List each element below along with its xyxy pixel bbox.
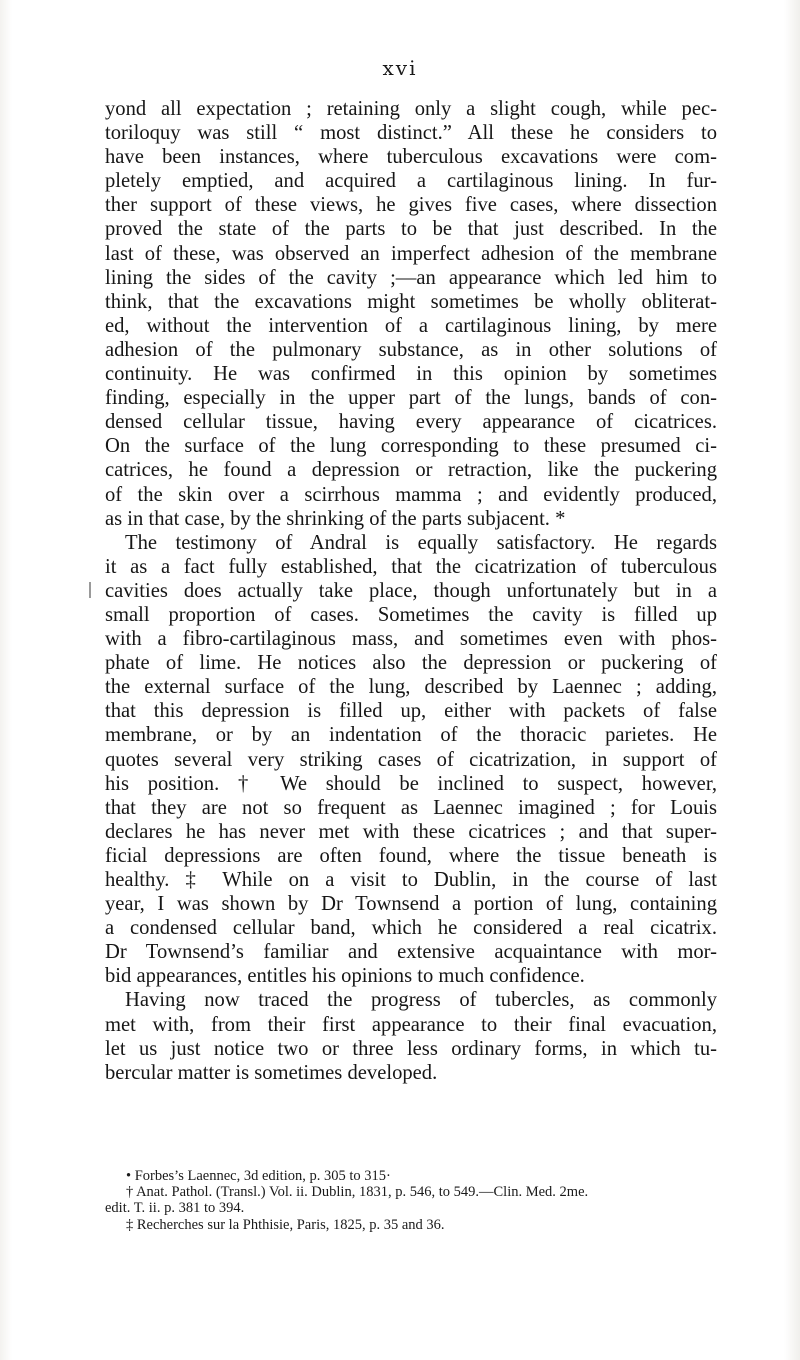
text-line: year, I was shown by Dr Townsend a portion of lung, containing	[105, 893, 717, 916]
footnote-continuation: edit. T. ii. p. 381 to 394.	[105, 1200, 245, 1217]
text-line: toriloquy was still “ most distinct.” All these he considers to	[105, 122, 717, 145]
text-line: lining the sides of the cavity ;—an appearance which led him to	[105, 266, 717, 289]
text-line: bercular matter is sometimes developed.	[105, 1061, 438, 1084]
text-line: declares he has never met with these cicatrices ; and that super-	[105, 820, 717, 843]
footnotes	[105, 1168, 717, 1233]
footnote: ‡ Recherches sur la Phthisie, Paris, 1825, p. 35 and 36.	[126, 1216, 445, 1233]
text-line: as in that case, by the shrinking of the parts subjacent. *	[105, 507, 566, 530]
text-line: small proportion of cases. Sometimes the cavity is filled up	[105, 603, 717, 626]
margin-mark	[89, 582, 91, 598]
text-line: On the surface of the lung corresponding to these presumed ci-	[105, 435, 717, 458]
text-line: quotes several very striking cases of cicatrization, in support of	[105, 748, 717, 771]
text-line: of the skin over a scirrhous mamma ; and evidently produced,	[105, 483, 717, 506]
text-line: have been instances, where tuberculous excavations were com-	[105, 146, 717, 169]
text-line: continuity. He was confirmed in this opinion by sometimes	[105, 363, 717, 386]
text-line: finding, especially in the upper part of the lungs, bands of con-	[105, 387, 717, 410]
text-line: bid appearances, entitles his opinions to much confidence.	[105, 965, 585, 988]
text-line: met with, from their first appearance to their final evacuation,	[105, 1013, 717, 1036]
text-line: let us just notice two or three less ordinary forms, in which tu-	[105, 1037, 717, 1060]
text-line: last of these, was observed an imperfect adhesion of the membrane	[105, 242, 717, 265]
text-line: that they are not so frequent as Laennec imagined ; for Louis	[105, 796, 717, 819]
text-line: catrices, he found a depression or retraction, like the puckering	[105, 459, 717, 482]
page-number: xvi	[382, 56, 418, 80]
footnote: • Forbes’s Laennec, 3d edition, p. 305 to 315·	[126, 1168, 391, 1184]
text-line: proved the state of the parts to be that just described. In the	[105, 218, 717, 241]
text-line: pletely emptied, and acquired a cartilaginous lining. In fur-	[105, 170, 717, 193]
text-line: adhesion of the pulmonary substance, as in other solutions of	[105, 338, 717, 361]
text-line: densed cellular tissue, having every appearance of cicatrices.	[105, 411, 717, 434]
body-text	[105, 97, 717, 1085]
text-line: his position. † We should be inclined to suspect, however,	[105, 772, 717, 795]
footnote: † Anat. Pathol. (Transl.) Vol. ii. Dublin, 1831, p. 546, to 549.—Clin. Med. 2me.	[126, 1184, 589, 1201]
text-line: the external surface of the lung, described by Laennec ; adding,	[105, 676, 717, 699]
text-line: The testimony of Andral is equally satisfactory. He regards	[125, 531, 717, 554]
text-line: Dr Townsend’s familiar and extensive acquaintance with mor-	[105, 941, 717, 964]
text-line: a condensed cellular band, which he considered a real cicatrix.	[105, 917, 717, 940]
text-line: membrane, or by an indentation of the thoracic parietes. He	[105, 724, 717, 747]
text-line: that this depression is filled up, either with packets of false	[105, 700, 717, 723]
text-line: it as a fact fully established, that the cicatrization of tuberculous	[105, 555, 717, 578]
text-line: ther support of these views, he gives five cases, where dissection	[105, 194, 717, 217]
text-line: cavities does actually take place, though unfortunately but in a	[105, 579, 717, 602]
text-line: yond all expectation ; retaining only a slight cough, while pec-	[105, 98, 717, 120]
text-line: with a fibro-cartilaginous mass, and sometimes even with phos-	[105, 628, 717, 651]
text-line: ed, without the intervention of a cartilaginous lining, by mere	[105, 314, 717, 337]
text-line: healthy. ‡ While on a visit to Dublin, in the course of last	[105, 869, 717, 891]
text-line: think, that the excavations might sometimes be wholly obliterat-	[105, 290, 717, 313]
text-line: ficial depressions are often found, where the tissue beneath is	[105, 844, 717, 867]
text-line: Having now traced the progress of tubercles, as commonly	[125, 989, 717, 1012]
text-line: phate of lime. He notices also the depression or puckering of	[105, 652, 717, 675]
